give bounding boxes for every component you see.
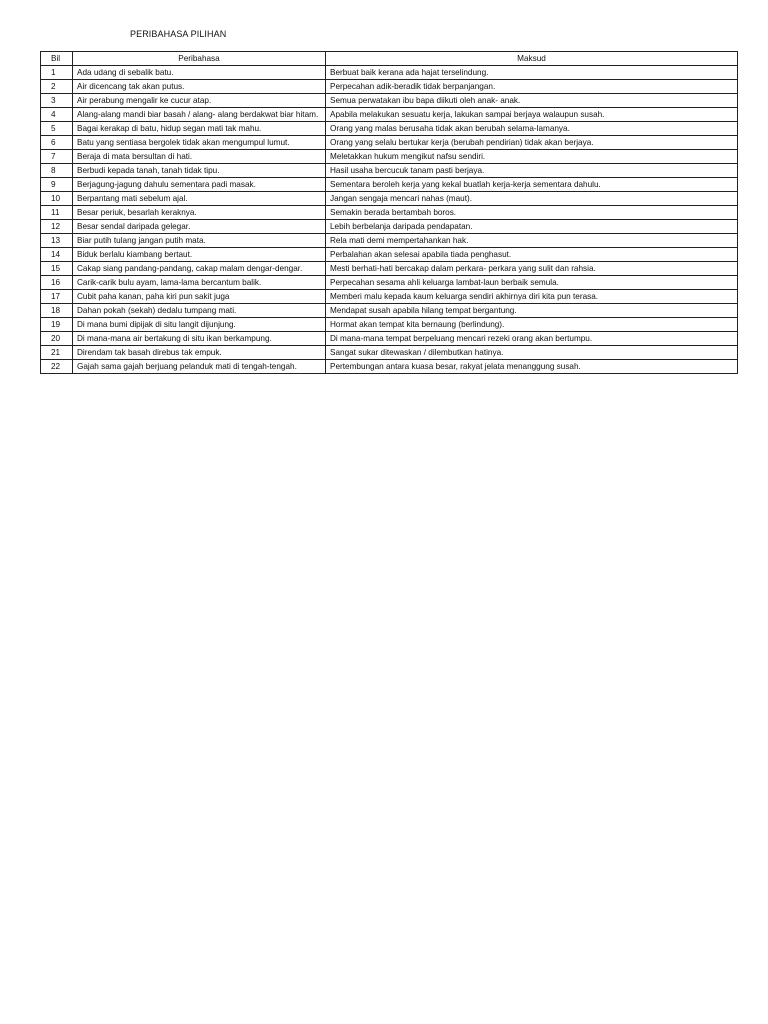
page-title: PERIBAHASA PILIHAN [130,29,227,39]
table-body [41,66,738,374]
row-number: 18 [41,304,73,318]
row-maksud: Mesti berhati-hati bercakap dalam perkara- perkara yang sulit dan rahsia. [326,262,738,276]
table-row [41,360,738,374]
row-number: 14 [41,248,73,262]
table-row [41,178,738,192]
row-peribahasa: Di mana-mana air bertakung di situ ikan berkampung. [73,332,326,346]
row-maksud: Memberi malu kepada kaum keluarga sendiri akhirnya diri kita pun terasa. [326,290,738,304]
row-number: 1 [41,66,73,80]
row-peribahasa: Cakap siang pandang-pandang, cakap malam dengar-dengar. [73,262,326,276]
table-row [41,318,738,332]
row-maksud: Perpecahan adik-beradik tidak berpanjangan. [326,80,738,94]
row-peribahasa: Berjagung-jagung dahulu sementara padi masak. [73,178,326,192]
row-number: 17 [41,290,73,304]
row-maksud: Lebih berbelanja daripada pendapatan. [326,220,738,234]
row-maksud: Berbuat baik kerana ada hajat terselindung. [326,66,738,80]
header-maksud: Maksud [326,52,738,66]
row-number: 6 [41,136,73,150]
row-peribahasa: Air perabung mengalir ke cucur atap. [73,94,326,108]
row-number: 13 [41,234,73,248]
table-row [41,248,738,262]
table-row [41,206,738,220]
row-peribahasa: Ada udang di sebalik batu. [73,66,326,80]
row-peribahasa: Biar putih tulang jangan putih mata. [73,234,326,248]
row-number: 22 [41,360,73,374]
row-peribahasa: Batu yang sentiasa bergolek tidak akan mengumpul lumut. [73,136,326,150]
row-peribahasa: Berbudi kepada tanah, tanah tidak tipu. [73,164,326,178]
table-row [41,262,738,276]
row-number: 7 [41,150,73,164]
row-maksud: Mendapat susah apabila hilang tempat bergantung. [326,304,738,318]
row-number: 9 [41,178,73,192]
row-number: 20 [41,332,73,346]
table-row [41,290,738,304]
header-peribahasa: Peribahasa [73,52,326,66]
row-maksud: Meletakkan hukum mengikut nafsu sendiri. [326,150,738,164]
row-number: 4 [41,108,73,122]
header-bil: Bil [41,52,73,66]
row-number: 8 [41,164,73,178]
table-row [41,136,738,150]
row-peribahasa: Berpantang mati sebelum ajal. [73,192,326,206]
row-number: 12 [41,220,73,234]
table-row [41,94,738,108]
row-maksud: Semakin berada bertambah boros. [326,206,738,220]
row-number: 11 [41,206,73,220]
row-maksud: Perbalahan akan selesai apabila tiada penghasut. [326,248,738,262]
row-peribahasa: Besar periuk, besarlah keraknya. [73,206,326,220]
row-maksud: Apabila melakukan sesuatu kerja, lakukan sampai berjaya walaupun susah. [326,108,738,122]
row-peribahasa: Direndam tak basah direbus tak empuk. [73,346,326,360]
row-maksud: Jangan sengaja mencari nahas (maut). [326,192,738,206]
table-row [41,304,738,318]
row-peribahasa: Gajah sama gajah berjuang pelanduk mati di tengah-tengah. [73,360,326,374]
row-maksud: Sementara beroleh kerja yang kekal buatlah kerja-kerja sementara dahulu. [326,178,738,192]
row-peribahasa: Bagai kerakap di batu, hidup segan mati tak mahu. [73,122,326,136]
table-row [41,220,738,234]
row-number: 3 [41,94,73,108]
row-number: 19 [41,318,73,332]
table-header-row [41,52,738,66]
row-maksud: Orang yang selalu bertukar kerja (berubah pendirian) tidak akan berjaya. [326,136,738,150]
row-peribahasa: Biduk berlalu kiambang bertaut. [73,248,326,262]
row-peribahasa: Di mana bumi dipijak di situ langit dijunjung. [73,318,326,332]
row-maksud: Sangat sukar ditewaskan / dilembutkan hatinya. [326,346,738,360]
table-row [41,122,738,136]
row-peribahasa: Beraja di mata bersultan di hati. [73,150,326,164]
row-number: 16 [41,276,73,290]
row-number: 5 [41,122,73,136]
row-maksud: Pertembungan antara kuasa besar, rakyat jelata menanggung susah. [326,360,738,374]
row-peribahasa: Air dicencang tak akan putus. [73,80,326,94]
row-maksud: Semua perwatakan ibu bapa diikuti oleh anak- anak. [326,94,738,108]
table-row [41,276,738,290]
table-row [41,346,738,360]
table-row [41,234,738,248]
row-peribahasa: Dahan pokah (sekah) dedalu tumpang mati. [73,304,326,318]
row-maksud: Di mana-mana tempat berpeluang mencari rezeki orang akan bertumpu. [326,332,738,346]
row-peribahasa: Besar sendal daripada gelegar. [73,220,326,234]
row-maksud: Hasil usaha bercucuk tanam pasti berjaya. [326,164,738,178]
table-row [41,192,738,206]
table-row [41,332,738,346]
row-number: 21 [41,346,73,360]
row-number: 2 [41,80,73,94]
table-row [41,108,738,122]
row-number: 10 [41,192,73,206]
row-peribahasa: Carik-carik bulu ayam, lama-lama bercantum balik. [73,276,326,290]
row-peribahasa: Alang-alang mandi biar basah / alang- alang berdakwat biar hitam. [73,108,326,122]
row-peribahasa: Cubit paha kanan, paha kiri pun sakit juga [73,290,326,304]
table-row [41,150,738,164]
row-maksud: Hormat akan tempat kita bernaung (berlindung). [326,318,738,332]
row-number: 15 [41,262,73,276]
proverbs-table [40,51,738,374]
table-row [41,80,738,94]
row-maksud: Orang yang malas berusaha tidak akan berubah selama-lamanya. [326,122,738,136]
table-row [41,164,738,178]
table-row [41,66,738,80]
row-maksud: Perpecahan sesama ahli keluarga lambat-laun berbaik semula. [326,276,738,290]
row-maksud: Rela mati demi mempertahankan hak. [326,234,738,248]
